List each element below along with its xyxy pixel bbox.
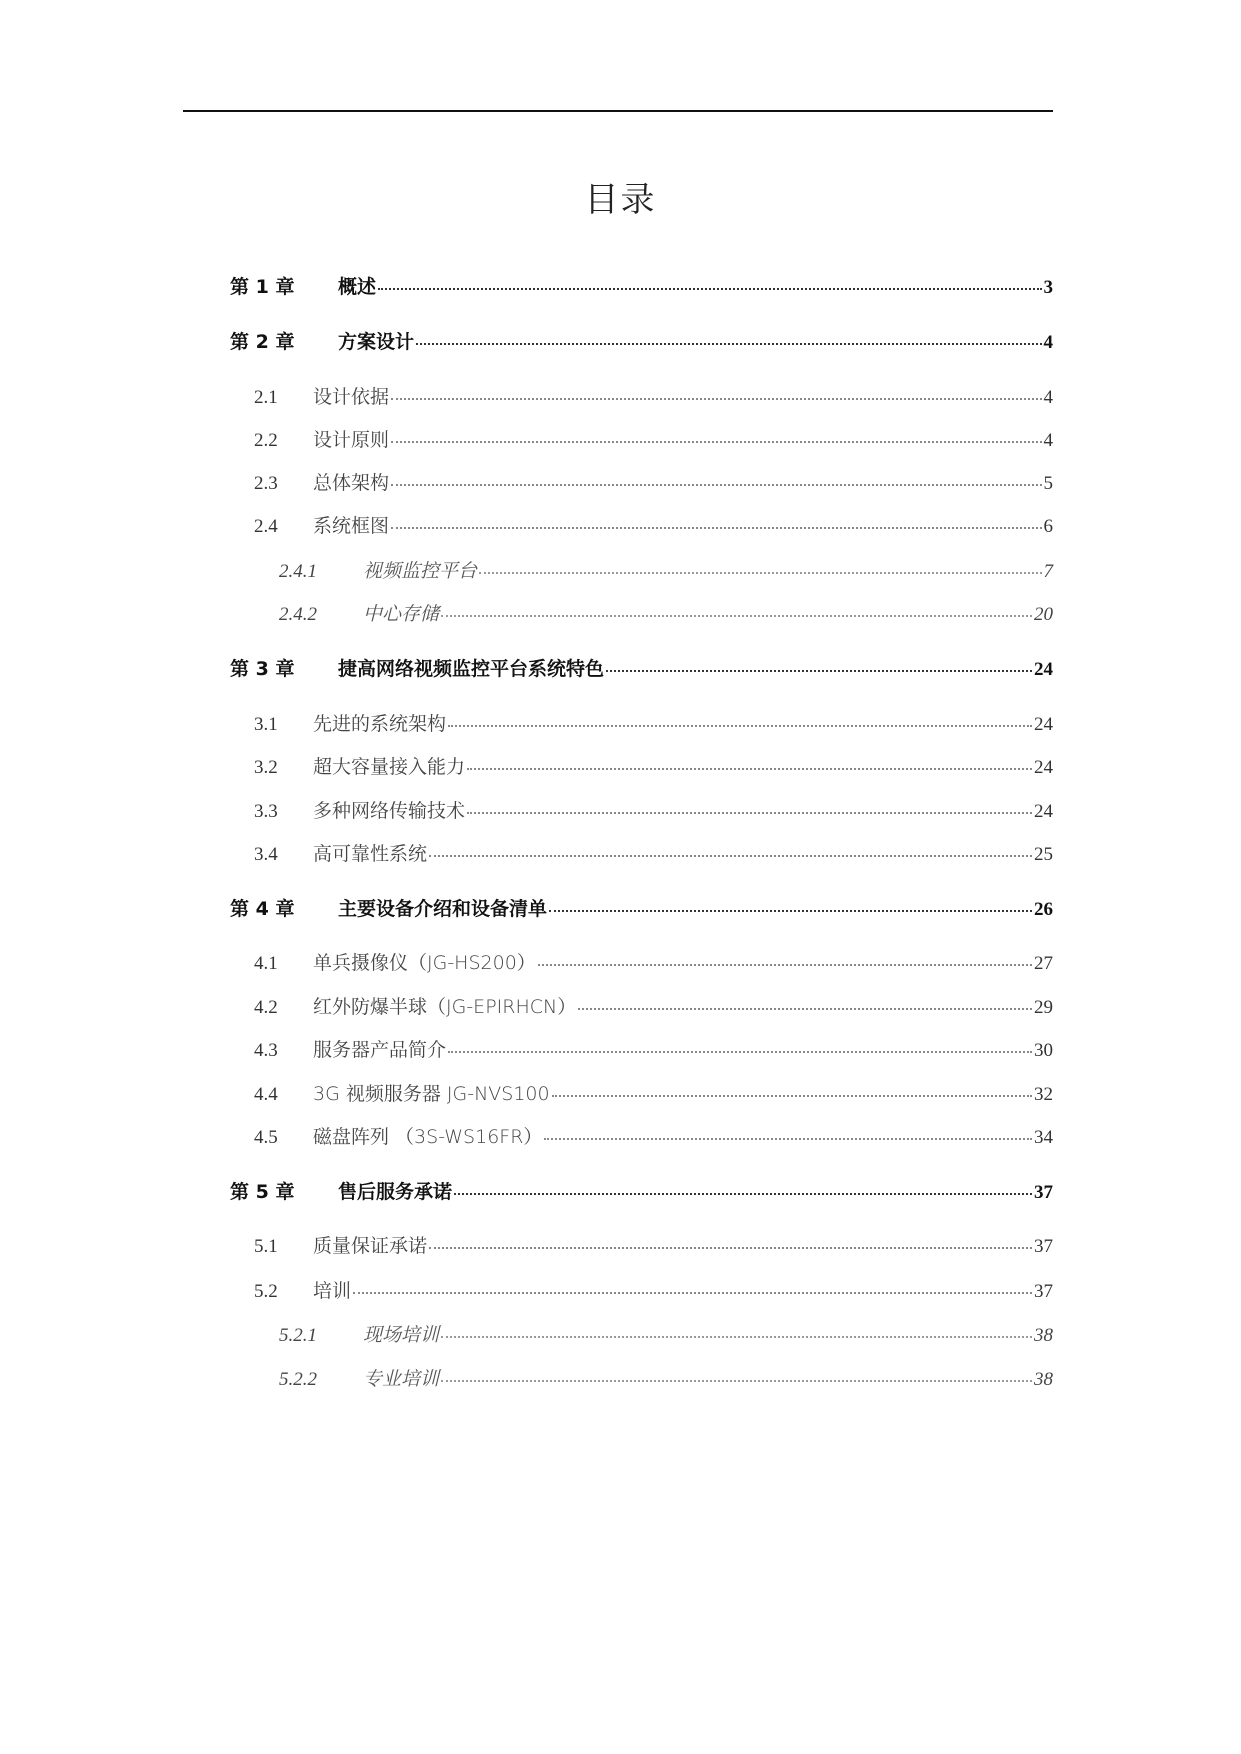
toc-entry-page-number: 24 [1034, 714, 1053, 735]
toc-entry-title: 系统框图 [313, 515, 390, 537]
toc-dot-leader [606, 670, 1032, 672]
toc-entry-number: 第 3 章 [230, 658, 295, 680]
toc-dot-leader [578, 1008, 1032, 1010]
toc-entry-page-number: 34 [1034, 1127, 1053, 1148]
toc-dot-leader [538, 964, 1032, 966]
toc-section-entry[interactable] [0, 1085, 1053, 1104]
toc-entry-number: 2.4.1 [279, 561, 317, 582]
toc-dot-leader [479, 572, 1041, 574]
toc-dot-leader [467, 768, 1032, 770]
toc-dot-leader [467, 812, 1032, 814]
toc-entry-page-number: 38 [1034, 1369, 1053, 1390]
toc-entry-number: 5.2.1 [279, 1325, 317, 1346]
toc-dot-leader [544, 1138, 1032, 1140]
toc-dot-leader [441, 615, 1032, 617]
page-title: 目录 [584, 180, 657, 220]
toc-dot-leader [391, 398, 1041, 400]
toc-entry-title: 专业培训 [363, 1368, 440, 1390]
toc-section-entry[interactable] [0, 388, 1053, 407]
toc-entry-number: 4.2 [254, 997, 278, 1018]
toc-dot-leader [429, 855, 1032, 857]
toc-entry-page-number: 27 [1034, 953, 1053, 974]
toc-chapter-entry[interactable] [0, 660, 1053, 679]
toc-entry-page-number: 6 [1043, 516, 1053, 537]
toc-entry-page-number: 29 [1034, 997, 1053, 1018]
toc-entry-page-number: 30 [1034, 1040, 1053, 1061]
toc-section-entry[interactable] [0, 845, 1053, 864]
toc-entry-page-number: 25 [1034, 844, 1053, 865]
toc-entry-title: 现场培训 [363, 1324, 440, 1346]
toc-entry-title: 设计原则 [313, 429, 390, 451]
toc-entry-page-number: 4 [1043, 332, 1053, 353]
toc-dot-leader [429, 1247, 1032, 1249]
toc-dot-leader [441, 1336, 1032, 1338]
toc-entry-page-number: 4 [1043, 387, 1053, 408]
toc-entry-number: 第 1 章 [230, 276, 295, 298]
toc-entry-number: 3.1 [254, 714, 278, 735]
toc-entry-title: 概述 [338, 276, 377, 298]
toc-entry-title: 方案设计 [338, 331, 415, 353]
toc-section-entry[interactable] [0, 517, 1053, 536]
toc-entry-number: 2.3 [254, 473, 278, 494]
toc-dot-leader [441, 1380, 1032, 1382]
toc-section-entry[interactable] [0, 715, 1053, 734]
toc-entry-page-number: 32 [1034, 1084, 1053, 1105]
toc-subsection-entry[interactable] [0, 605, 1053, 624]
toc-entry-number: 2.1 [254, 387, 278, 408]
toc-entry-title: 3G 视频服务器 JG-NVS100 [313, 1083, 550, 1105]
toc-section-entry[interactable] [0, 758, 1053, 777]
toc-entry-number: 4.3 [254, 1040, 278, 1061]
toc-subsection-entry[interactable] [0, 1370, 1053, 1389]
toc-dot-leader [391, 484, 1041, 486]
toc-dot-leader [391, 527, 1041, 529]
toc-section-entry[interactable] [0, 1282, 1053, 1301]
toc-entry-title: 总体架构 [313, 472, 390, 494]
toc-entry-title: 售后服务承诺 [338, 1181, 453, 1203]
toc-dot-leader [454, 1193, 1032, 1195]
toc-entry-title: 培训 [313, 1280, 352, 1302]
toc-entry-title: 红外防爆半球（JG-EPIRHCN） [313, 996, 577, 1018]
toc-entry-number: 5.2 [254, 1281, 278, 1302]
toc-entry-number: 4.4 [254, 1084, 278, 1105]
toc-dot-leader [448, 725, 1032, 727]
toc-section-entry[interactable] [0, 1128, 1053, 1147]
toc-entry-number: 3.3 [254, 801, 278, 822]
toc-entry-title: 质量保证承诺 [313, 1235, 428, 1257]
toc-entry-title: 捷高网络视频监控平台系统特色 [338, 658, 605, 680]
toc-section-entry[interactable] [0, 1041, 1053, 1060]
toc-entry-page-number: 4 [1043, 430, 1053, 451]
toc-subsection-entry[interactable] [0, 1326, 1053, 1345]
toc-entry-page-number: 7 [1043, 561, 1053, 582]
toc-subsection-entry[interactable] [0, 562, 1053, 581]
toc-entry-page-number: 20 [1034, 604, 1053, 625]
toc-chapter-entry[interactable] [0, 900, 1053, 919]
toc-section-entry[interactable] [0, 954, 1053, 973]
toc-dot-leader [416, 343, 1041, 345]
toc-entry-number: 3.2 [254, 757, 278, 778]
toc-entry-number: 5.1 [254, 1236, 278, 1257]
toc-entry-page-number: 24 [1034, 757, 1053, 778]
toc-entry-number: 4.1 [254, 953, 278, 974]
toc-section-entry[interactable] [0, 1237, 1053, 1256]
toc-section-entry[interactable] [0, 802, 1053, 821]
toc-entry-number: 第 4 章 [230, 898, 295, 920]
toc-entry-page-number: 38 [1034, 1325, 1053, 1346]
toc-dot-leader [549, 910, 1032, 912]
toc-chapter-entry[interactable] [0, 333, 1053, 352]
toc-chapter-entry[interactable] [0, 278, 1053, 297]
toc-entry-title: 先进的系统架构 [313, 713, 447, 735]
toc-entry-page-number: 24 [1034, 659, 1053, 680]
toc-dot-leader [552, 1095, 1032, 1097]
toc-dot-leader [391, 441, 1041, 443]
toc-entry-title: 磁盘阵列 （3S-WS16FR） [313, 1126, 543, 1148]
toc-entry-number: 3.4 [254, 844, 278, 865]
toc-entry-number: 4.5 [254, 1127, 278, 1148]
toc-entry-title: 中心存储 [363, 603, 440, 625]
toc-entry-page-number: 3 [1043, 277, 1053, 298]
toc-dot-leader [448, 1051, 1032, 1053]
toc-entry-page-number: 37 [1034, 1236, 1053, 1257]
toc-dot-leader [378, 288, 1041, 290]
toc-entry-number: 2.2 [254, 430, 278, 451]
toc-entry-page-number: 37 [1034, 1182, 1053, 1203]
toc-entry-title: 高可靠性系统 [313, 843, 428, 865]
toc-entry-title: 服务器产品简介 [313, 1039, 447, 1061]
toc-entry-number: 第 5 章 [230, 1181, 295, 1203]
toc-section-entry[interactable] [0, 474, 1053, 493]
toc-entry-page-number: 5 [1043, 473, 1053, 494]
toc-entry-title: 超大容量接入能力 [313, 756, 466, 778]
toc-entry-page-number: 26 [1034, 899, 1053, 920]
toc-entry-page-number: 37 [1034, 1281, 1053, 1302]
toc-section-entry[interactable] [0, 998, 1053, 1017]
toc-entry-number: 第 2 章 [230, 331, 295, 353]
toc-chapter-entry[interactable] [0, 1183, 1053, 1202]
toc-section-entry[interactable] [0, 431, 1053, 450]
toc-entry-number: 2.4 [254, 516, 278, 537]
toc-entry-title: 视频监控平台 [363, 560, 478, 582]
toc-dot-leader [353, 1292, 1032, 1294]
toc-entry-page-number: 24 [1034, 801, 1053, 822]
header-rule [183, 110, 1053, 112]
toc-entry-title: 设计依据 [313, 386, 390, 408]
toc-entry-number: 2.4.2 [279, 604, 317, 625]
toc-entry-title: 主要设备介绍和设备清单 [338, 898, 548, 920]
toc-entry-title: 多种网络传输技术 [313, 800, 466, 822]
toc-entry-title: 单兵摄像仪（JG-HS200） [313, 952, 536, 974]
toc-entry-number: 5.2.2 [279, 1369, 317, 1390]
